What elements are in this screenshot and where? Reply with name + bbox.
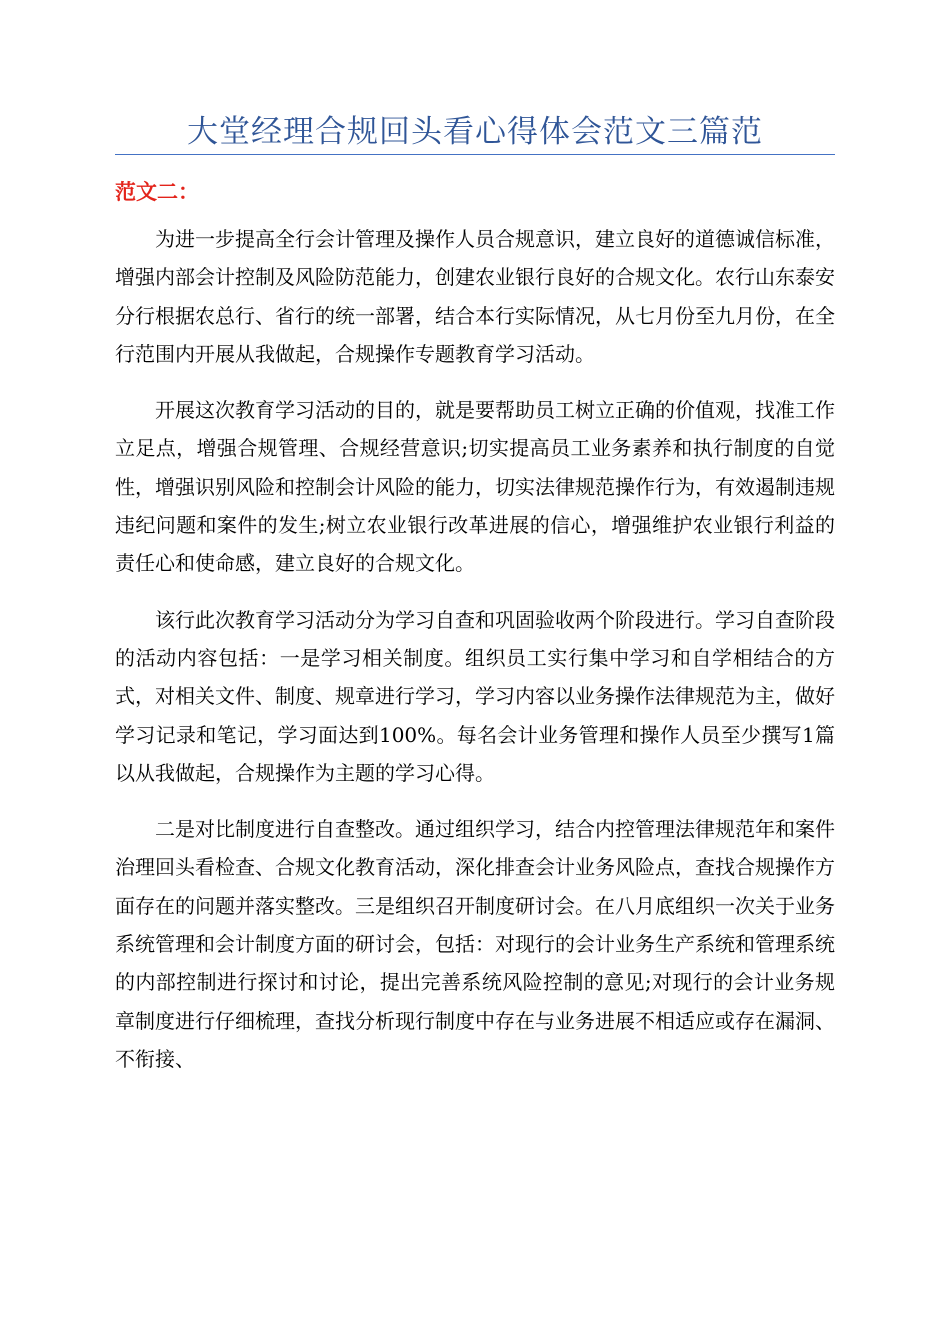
paragraph: 该行此次教育学习活动分为学习自查和巩固验收两个阶段进行。学习自查阶段的活动内容包括：一是学习相关制度。组织员工实行集中学习和自学相结合的方式，对相关文件、制度、规章进行学习，学习内容以业务操作法律规范为主，做好学习记录和笔记，学习面达到100%。每名会计业务管理和操作人员至少撰写1篇以从我做起，合规操作为主题的学习心得。 xyxy=(115,607,835,785)
paragraph: 开展这次教育学习活动的目的，就是要帮助员工树立正确的价值观，找准工作立足点，增强合规管理、合规经营意识;切实提高员工业务素养和执行制度的自觉性，增强识别风险和控制会计风险的能力，切实法律规范操作行为，有效遏制违规违纪问题和案件的发生;树立农业银行改革进展的信心，增强维护农业银行利益的责任心和使命感，建立良好的合规文化。 xyxy=(115,398,835,576)
paragraph: 为进一步提高全行会计管理及操作人员合规意识，建立良好的道德诚信标准，增强内部会计控制及风险防范能力，创建农业银行良好的合规文化。农行山东泰安分行根据农总行、省行的统一部署，结合本行实际情况，从七月份至九月份，在全行范围内开展从我做起，合规操作专题教育学习活动。 xyxy=(115,227,835,366)
section-heading: 范文二： xyxy=(115,180,199,204)
title-underline xyxy=(115,154,835,155)
paragraph: 二是对比制度进行自查整改。通过组织学习，结合内控管理法律规范年和案件治理回头看检查、合规文化教育活动，深化排查会计业务风险点，查找合规操作方面存在的问题并落实整改。三是组织召开制度研讨会。在八月底组织一次关于业务系统管理和会计制度方面的研讨会，包括：对现行的会计业务生产系统和管理系统的内部控制进行探讨和讨论，提出完善系统风险控制的意见;对现行的会计业务规章制度进行仔细梳理，查找分析现行制度中存在与业务进展不相适应或存在漏洞、不衔接、 xyxy=(115,817,835,1071)
document-title: 大堂经理合规回头看心得体会范文三篇范 xyxy=(187,114,763,150)
document-body xyxy=(115,220,835,1096)
